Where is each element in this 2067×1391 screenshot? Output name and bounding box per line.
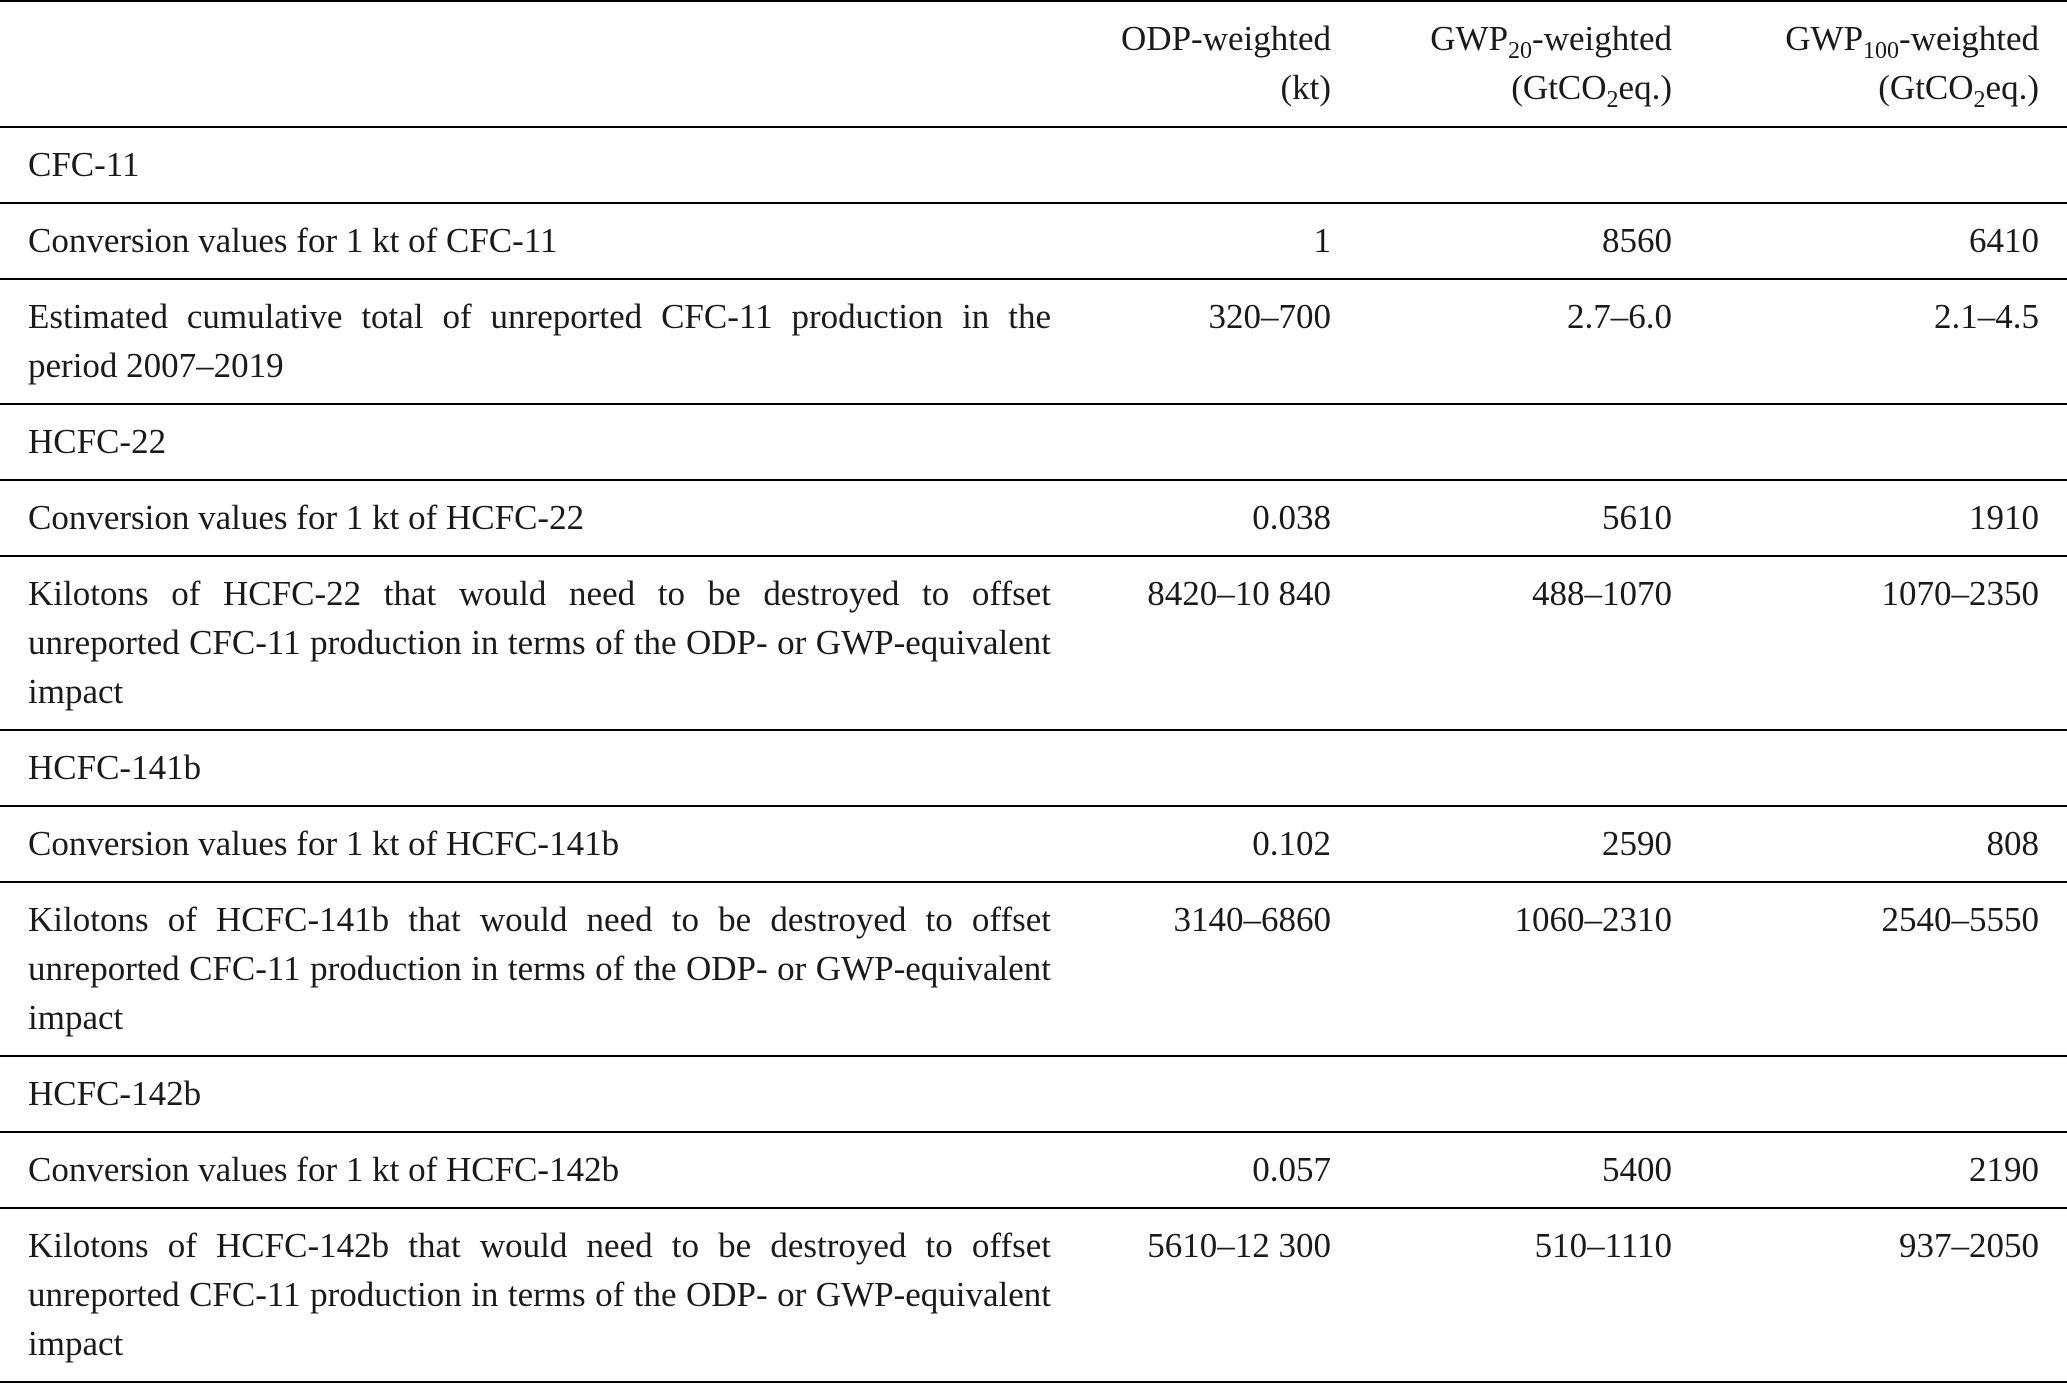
- header-label-cell: [0, 1, 1069, 127]
- header-gwp100-pre: GWP: [1785, 19, 1864, 58]
- row-label: Kilotons of HCFC-142b that would need to be destroyed to offset unreported CFC-11 production in terms of the ODP- or GWP-equivalent impact: [0, 1208, 1069, 1382]
- odp-value: 1: [1069, 203, 1359, 279]
- gwp100-value: 2.1–4.5: [1700, 279, 2067, 404]
- table-row: [0, 203, 2067, 279]
- header-gwp100-unit-sub: 2: [1973, 87, 1986, 113]
- row-label: Conversion values for 1 kt of CFC-11: [0, 203, 1069, 279]
- header-gwp20: [1359, 1, 1700, 127]
- gwp100-value: 808: [1700, 806, 2067, 882]
- table-row: [0, 1132, 2067, 1208]
- odp-value: 0.057: [1069, 1132, 1359, 1208]
- header-gwp100-sub: 100: [1863, 38, 1900, 64]
- table-row: [0, 882, 2067, 1056]
- table-row: [0, 556, 2067, 730]
- header-gwp20-sub: 20: [1508, 38, 1533, 64]
- odp-value: 3140–6860: [1069, 882, 1359, 1056]
- row-label: Conversion values for 1 kt of HCFC-22: [0, 480, 1069, 556]
- section-row-hcfc141b: [0, 730, 2067, 806]
- table-header: [0, 1, 2067, 127]
- gwp20-value: 510–1110: [1359, 1208, 1700, 1382]
- table-body: [0, 127, 2067, 1382]
- gwp100-value: 6410: [1700, 203, 2067, 279]
- gwp100-value: 937–2050: [1700, 1208, 2067, 1382]
- header-gwp100-unit-pre: (GtCO: [1878, 68, 1974, 107]
- gwp100-value: 2190: [1700, 1132, 2067, 1208]
- section-title: HCFC-142b: [0, 1056, 2067, 1132]
- section-title: HCFC-141b: [0, 730, 2067, 806]
- odp-value: 0.038: [1069, 480, 1359, 556]
- header-gwp20-unit-post: eq.): [1618, 68, 1672, 107]
- gwp100-value: 1910: [1700, 480, 2067, 556]
- header-gwp100: [1700, 1, 2067, 127]
- section-title: CFC-11: [0, 127, 2067, 203]
- row-label: Conversion values for 1 kt of HCFC-141b: [0, 806, 1069, 882]
- odp-value: 5610–12 300: [1069, 1208, 1359, 1382]
- odp-value: 320–700: [1069, 279, 1359, 404]
- gwp20-value: 2.7–6.0: [1359, 279, 1700, 404]
- header-row: [0, 1, 2067, 127]
- table-row: [0, 806, 2067, 882]
- gwp20-value: 488–1070: [1359, 556, 1700, 730]
- gwp20-value: 5610: [1359, 480, 1700, 556]
- header-gwp20-unit-pre: (GtCO: [1511, 68, 1607, 107]
- header-gwp100-unit-post: eq.): [1985, 68, 2039, 107]
- table-row: [0, 480, 2067, 556]
- row-label: Kilotons of HCFC-141b that would need to be destroyed to offset unreported CFC-11 production in terms of the ODP- or GWP-equivalent impact: [0, 882, 1069, 1056]
- odp-value: 0.102: [1069, 806, 1359, 882]
- header-odp-line2: (kt): [1280, 68, 1331, 107]
- header-odp-line1: ODP-weighted: [1121, 19, 1331, 58]
- odp-value: 8420–10 840: [1069, 556, 1359, 730]
- header-gwp20-post: -weighted: [1532, 19, 1672, 58]
- gwp100-value: 1070–2350: [1700, 556, 2067, 730]
- gwp20-value: 1060–2310: [1359, 882, 1700, 1056]
- row-label: Conversion values for 1 kt of HCFC-142b: [0, 1132, 1069, 1208]
- table-row: [0, 1208, 2067, 1382]
- section-row-cfc11: [0, 127, 2067, 203]
- table-row: [0, 279, 2067, 404]
- section-row-hcfc142b: [0, 1056, 2067, 1132]
- section-row-hcfc22: [0, 404, 2067, 480]
- section-title: HCFC-22: [0, 404, 2067, 480]
- gwp20-value: 2590: [1359, 806, 1700, 882]
- header-odp: [1069, 1, 1359, 127]
- gwp100-value: 2540–5550: [1700, 882, 2067, 1056]
- header-gwp20-unit-sub: 2: [1606, 87, 1619, 113]
- header-gwp100-post: -weighted: [1899, 19, 2039, 58]
- row-label: Kilotons of HCFC-22 that would need to be destroyed to offset unreported CFC-11 production in terms of the ODP- or GWP-equivalent impact: [0, 556, 1069, 730]
- gwp20-value: 5400: [1359, 1132, 1700, 1208]
- gwp20-value: 8560: [1359, 203, 1700, 279]
- row-label: Estimated cumulative total of unreported CFC-11 production in the period 2007–2019: [0, 279, 1069, 404]
- header-gwp20-pre: GWP: [1430, 19, 1509, 58]
